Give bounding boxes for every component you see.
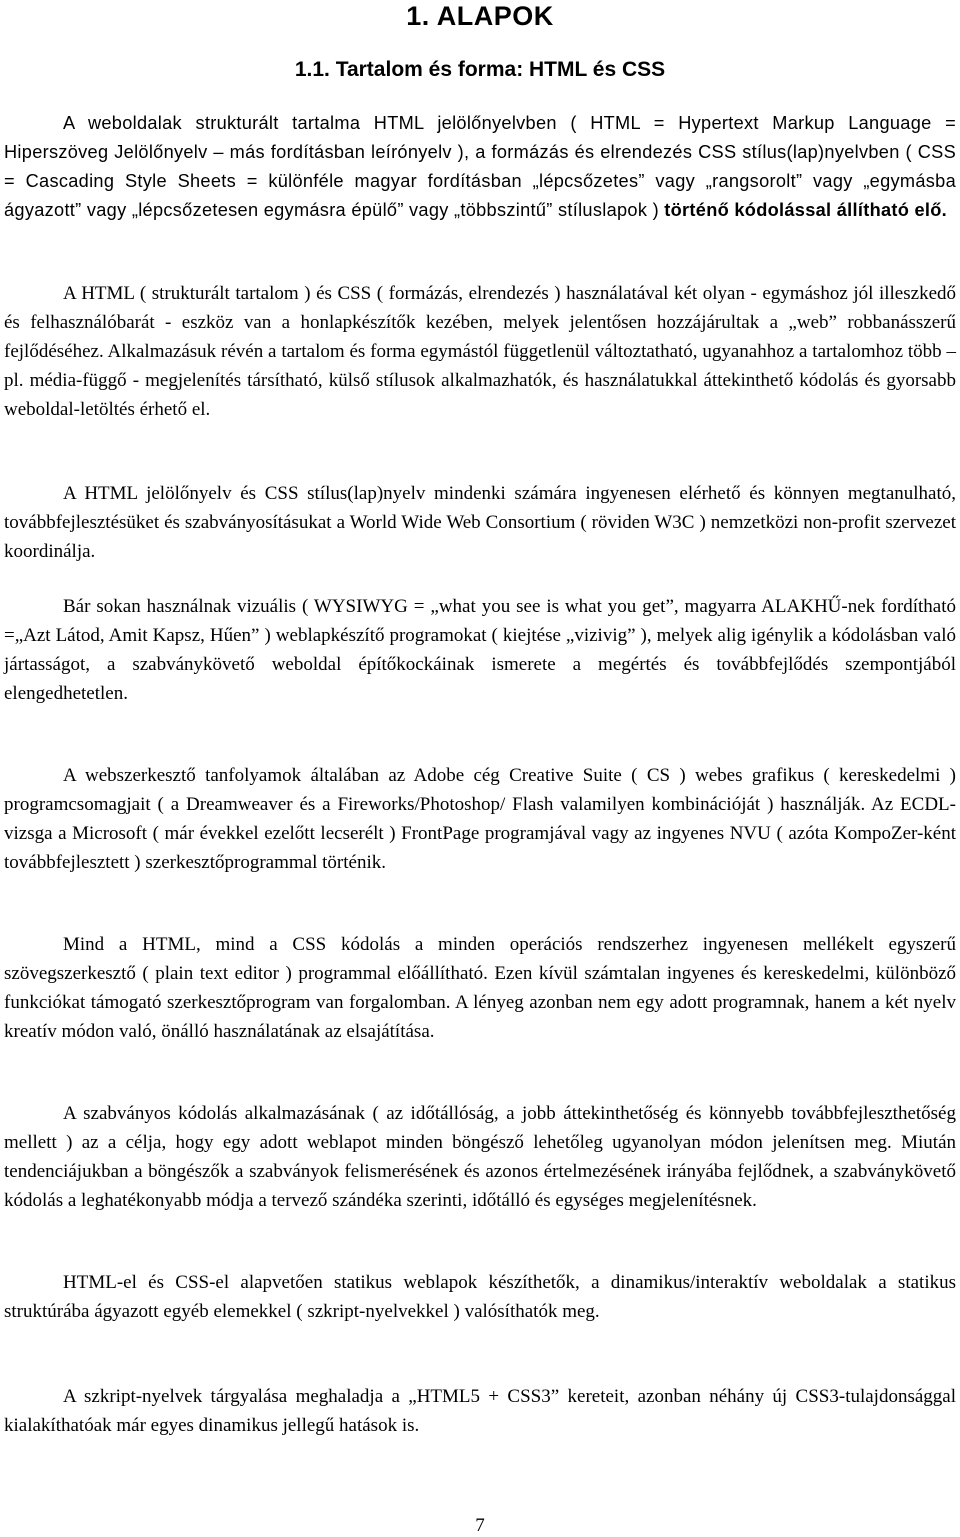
paragraph-w3c: A HTML jelölőnyelv és CSS stílus(lap)nyelv mindenki számára ingyenesen elérhető és könnyen megtanulható, továbbfejlesztésüket és szabványosításukat a World Wide Web Consortium ( röviden W3C ) nemzetközi non-profit szervezet koordinálja. [4,483,956,562]
paragraph-courses: A webszerkesztő tanfolyamok általában az Adobe cég Creative Suite ( CS ) webes grafikus ( kereskedelmi ) programcsomagjait ( a Dreamweaver és a Fireworks/Photoshop/ Flash valamilyen kombinációját ) használják. Az ECDL-vizsga a Microsoft ( már évekkel ezelőtt lecserélt ) FrontPage programjával vagy az ingyenes NVU ( azóta KompoZer-ként továbbfejlesztett ) szerkesztőprogrammal történik. [4,765,956,873]
paragraph-wysiwyg: Bár sokan használnak vizuális ( WYSIWYG = „what you see is what you get”, magyarra ALAKHŰ-nek fordítható =„Azt Látod, Amit Kapsz, Hűen” ) weblapkészítő programokat ( kiejtése „vizivig” ), melyek alig igénylik a kódolásban való jártasságot, a szabványkövető weboldal építőkockáinak ismerete a megértés és továbbfejlődés szempontjából elengedhetetlen. [4,596,956,704]
page-number: 7 [475,1515,485,1536]
paragraph-scripting: A szkript-nyelvek tárgyalása meghaladja a „HTML5 + CSS3” kereteit, azonban néhány új CSS3-tulajdonsággal kialakíthatóak már egyes dinamikus jellegű hatások is. [4,1386,956,1436]
paragraph-editors: Mind a HTML, mind a CSS kódolás a minden operációs rendszerhez ingyenesen mellékelt egyszerű szövegszerkesztő ( plain text editor ) programmal előállítható. Ezen kívül számtalan ingyenes és kereskedelmi, különböző funkciókat támogató szerkesztőprogram van forgalomban. A lényeg azonban nem egy adott programnak, hanem a két nyelv kreatív módon való, önálló használatának az elsajátítása. [4,934,956,1042]
section-title: 1.1. Tartalom és forma: HTML és CSS [294,58,666,81]
paragraph-html-css-benefits: A HTML ( strukturált tartalom ) és CSS ( formázás, elrendezés ) használatával két olyan - egymáshoz jól illeszkedő és felhasználóbarát - eszköz van a honlapkészítők kezében, melyek jelentősen hozzájárultak a „web” robbanásszerű fejlődéséhez. Alkalmazásuk révén a tartalom és forma egymástól függetlenül változtatható, ugyanahhoz a tartalomhoz több – pl. média-függő - megjelenítés társítható, külső stílusok alkalmazhatók, és használatukkal áttekinthető kódolás és gyorsabb weboldal-letöltés érhető el. [4,283,956,420]
paragraph-static-dynamic: HTML-el és CSS-el alapvetően statikus weblapok készíthetők, a dinamikus/interaktív weboldalak a statikus struktúrába ágyazott egyéb elemekkel ( szkript-nyelvekkel ) valósíthatók meg. [4,1272,956,1322]
paragraph-intro [4,109,956,225]
chapter-title: 1. ALAPOK [406,1,554,31]
paragraph-intro-emphasis: történő kódolással állítható elő. [664,200,948,220]
paragraph-standards: A szabványos kódolás alkalmazásának ( az időtállóság, a jobb áttekinthetőség és könnyebb továbbfejleszthetőség mellett ) az a célja, hogy egy adott weblapot minden böngésző lehetőleg ugyanolyan módon jelenítsen meg. Miután tendenciájukban a böngészők a szabványok felismerésének és azonos értelmezésének irányába fejlődnek, a szabványkövető kódolás a leghatékonyabb módja a tervező szándéka szerinti, időtálló és egységes megjelenítésnek. [4,1103,956,1211]
paragraph-intro-text: A weboldalak strukturált tartalma HTML jelölőnyelvben ( HTML = Hypertext Markup Language = Hiperszöveg Jelölőnyelv – más fordításban leírónyelv ), a formázás és elrendezés CSS stílus(lap)nyelvben ( CSS = Cascading Style Sheets = különféle magyar fordításban „lépcsőzetes” vagy „rangsorolt” vagy „egymásba ágyazott” vagy „lépcsőzetesen egymásra épülő” vagy „többszintű” stíluslapok ) [4,113,956,220]
